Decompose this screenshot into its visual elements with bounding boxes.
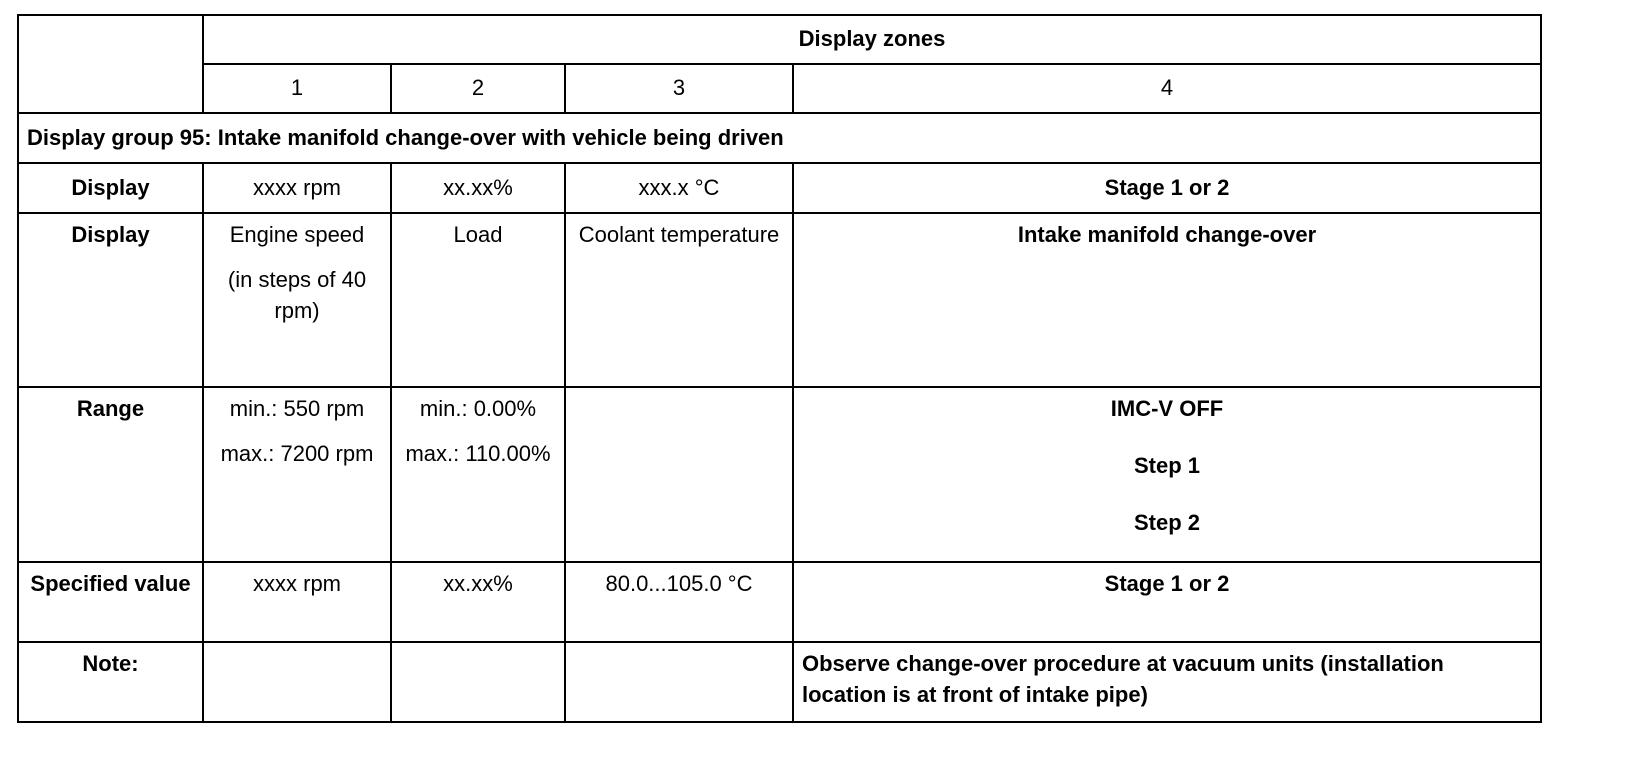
range-zone-1-max: max.: 7200 rpm: [220, 440, 374, 466]
specified-value-zone-2: xx.xx%: [391, 562, 565, 642]
meaning-zone-2: Load: [391, 213, 565, 387]
engine-speed-label: Engine speed: [229, 222, 365, 247]
display-zones-heading: Display zones: [203, 15, 1541, 64]
range-zone-1-min: min.: 550 rpm: [229, 396, 365, 421]
range-item-imc-v-off: IMC-V OFF: [1110, 396, 1224, 421]
note-zone-1: [203, 642, 391, 722]
meaning-zone-4: Intake manifold change-over: [793, 213, 1541, 387]
range-item-step-1: Step 1: [1133, 452, 1201, 478]
zone-number-4: 4: [793, 64, 1541, 113]
meaning-zone-1: [203, 213, 391, 387]
note-zone-3: [565, 642, 793, 722]
specified-value-zone-4: Stage 1 or 2: [793, 562, 1541, 642]
specified-value-row: [18, 562, 1541, 642]
display-value-zone-2: xx.xx%: [391, 163, 565, 213]
group-title-row: [18, 113, 1541, 163]
meaning-zone-3: Coolant temperature: [565, 213, 793, 387]
row-label-display-meaning: Display: [18, 213, 203, 387]
range-zone-2-min: min.: 0.00%: [419, 396, 537, 421]
row-label-specified-value: Specified value: [18, 562, 203, 642]
zone-number-3: 3: [565, 64, 793, 113]
zone-number-2: 2: [391, 64, 565, 113]
specified-value-zone-1: xxxx rpm: [203, 562, 391, 642]
range-zone-3: [565, 387, 793, 562]
range-zone-2-max: max.: 110.00%: [405, 440, 551, 466]
row-label-range: Range: [18, 387, 203, 562]
note-zone-4: Observe change-over procedure at vacuum units (installation location is at front of intake pipe): [793, 642, 1541, 722]
row-label-display: Display: [18, 163, 203, 213]
display-group-table: [17, 14, 1542, 723]
zone-number-1: 1: [203, 64, 391, 113]
range-row: [18, 387, 1541, 562]
display-values-row: [18, 163, 1541, 213]
header-row-zone-numbers: [18, 64, 1541, 113]
specified-value-zone-3: 80.0...105.0 °C: [565, 562, 793, 642]
corner-cell: [18, 15, 203, 113]
range-zone-2: [391, 387, 565, 562]
group-title: Display group 95: Intake manifold change-over with vehicle being driven: [18, 113, 1541, 163]
range-item-step-2: Step 2: [1133, 509, 1201, 535]
display-value-zone-1: xxxx rpm: [203, 163, 391, 213]
display-value-zone-4: Stage 1 or 2: [793, 163, 1541, 213]
display-meaning-row: [18, 213, 1541, 387]
header-row-zones: [18, 15, 1541, 64]
note-zone-2: [391, 642, 565, 722]
display-value-zone-3: xxx.x °C: [565, 163, 793, 213]
row-label-note: Note:: [18, 642, 203, 722]
range-zone-1: [203, 387, 391, 562]
range-zone-4: [793, 387, 1541, 562]
note-row: [18, 642, 1541, 722]
engine-speed-steps-note: (in steps of 40 rpm): [227, 266, 367, 323]
